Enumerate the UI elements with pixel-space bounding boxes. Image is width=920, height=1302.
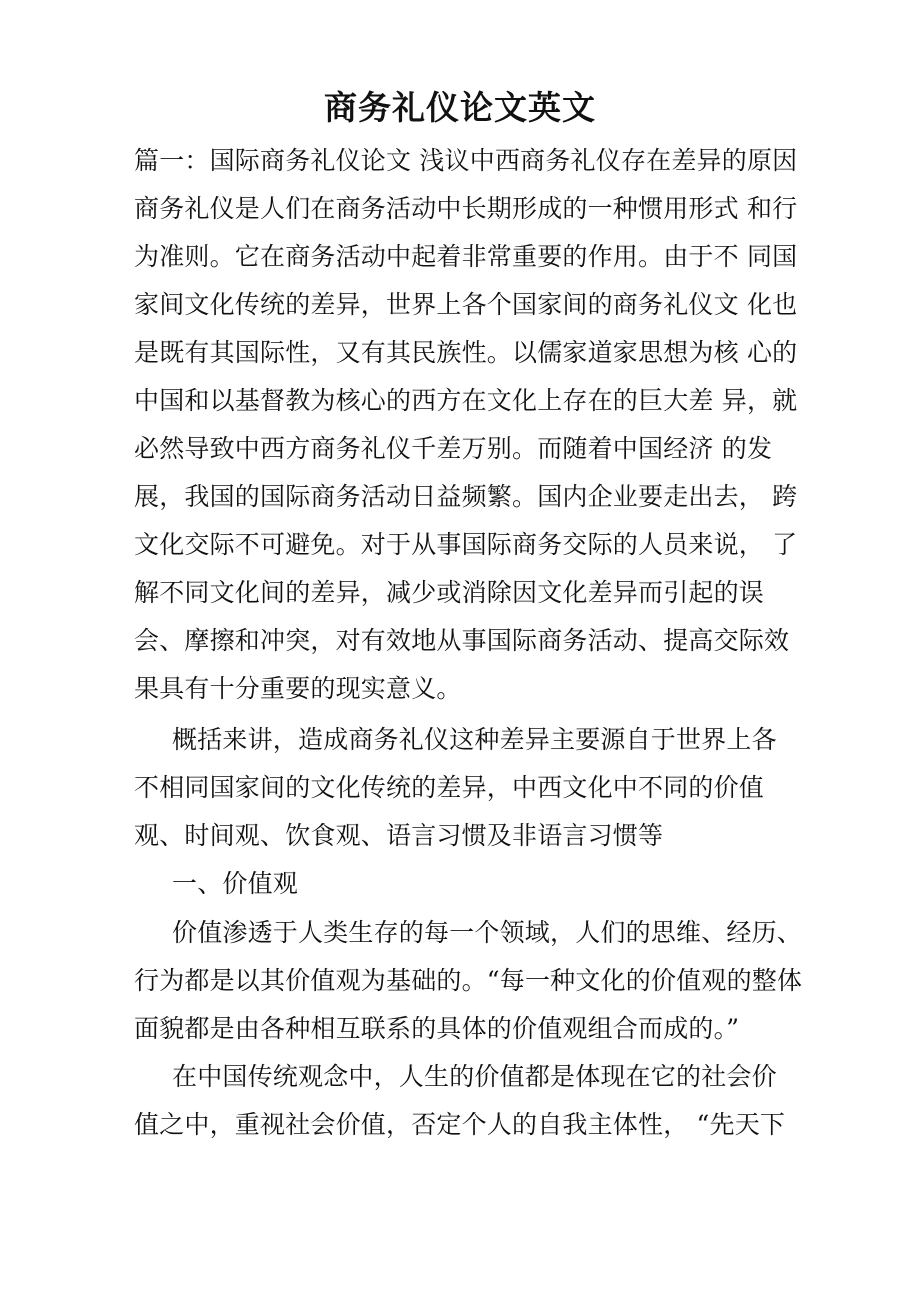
body-line: 文化交际不可避免。对于从事国际商务交际的人员来说， 了 bbox=[134, 530, 798, 559]
body-line: 果具有十分重要的现实意义。 bbox=[134, 674, 462, 703]
body-line: 面貌都是由各种相互联系的具体的价值观组合而成的。” bbox=[134, 1014, 740, 1043]
body-line: 商务礼仪是人们在商务活动中长期形成的一种惯用形式 和行 bbox=[134, 194, 798, 223]
document-title: 商务礼仪论文英文 bbox=[324, 88, 596, 127]
body-line: 值之中，重视社会价值，否定个人的自我主体性， “先天下 bbox=[134, 1110, 786, 1139]
section-heading: 一、价值观 bbox=[172, 869, 299, 898]
body-line: 不相同国家间的文化传统的差异，中西文化中不同的价值 bbox=[134, 773, 765, 802]
body-line: 是既有其国际性，又有其民族性。以儒家道家思想为核 心的 bbox=[134, 338, 798, 367]
body-line: 行为都是以其价值观为基础的。“每一种文化的价值观的整体 bbox=[134, 966, 803, 995]
body-line: 会、摩擦和冲突，对有效地从事国际商务活动、提高交际效 bbox=[134, 626, 790, 655]
body-line: 家间文化传统的差异，世界上各个国家间的商务礼仪文 化也 bbox=[134, 290, 798, 319]
body-line: 展，我国的国际商务活动日益频繁。国内企业要走出去， 跨 bbox=[134, 482, 798, 511]
body-line: 为准则。它在商务活动中起着非常重要的作用。由于不 同国 bbox=[134, 242, 798, 271]
body-line: 中国和以基督教为核心的西方在文化上存在的巨大差 异，就 bbox=[134, 386, 798, 415]
body-line: 篇一：国际商务礼仪论文 浅议中西商务礼仪存在差异的原因 bbox=[134, 146, 798, 175]
body-line: 解不同文化间的差异，减少或消除因文化差异而引起的误 bbox=[134, 578, 765, 607]
body-line: 观、时间观、饮食观、语言习惯及非语言习惯等 bbox=[134, 821, 664, 850]
body-line: 价值渗透于人类生存的每一个领域，人们的思维、经历、 bbox=[172, 918, 803, 947]
body-line: 在中国传统观念中，人生的价值都是体现在它的社会价 bbox=[172, 1062, 777, 1091]
body-line: 概括来讲，造成商务礼仪这种差异主要源自于世界上各 bbox=[172, 725, 777, 754]
body-line: 必然导致中西方商务礼仪千差万别。而随着中国经济 的发 bbox=[134, 434, 773, 463]
